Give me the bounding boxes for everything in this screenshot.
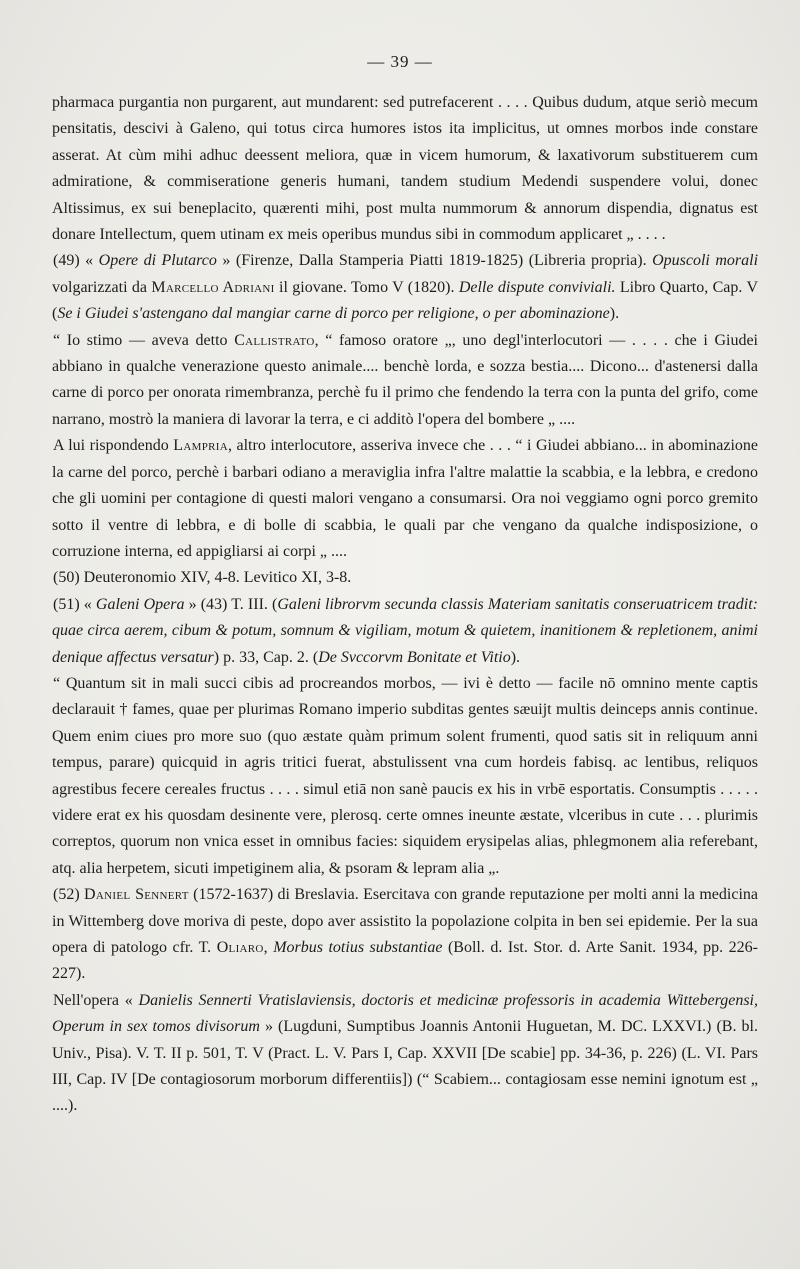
italic-title: Galeni Opera bbox=[95, 595, 185, 613]
note-49-quote-lampria bbox=[52, 433, 758, 565]
text-run: “ Quantum sit in mali succi cibis ad procreandos morbos, — ivi è detto — facile nō omnino mente captis declarauit † fames, quae per plurimas Romano imperio subditas gentes sæuijt multis deinceps annis continue. Quem enim ciues pro more suo (quo æstate quàm primum solent frumenti, quod satis sit in reliquum anni tempus, parare) quicquid in agris tritici fuerat, abstulissent vna cum hordeis fabisq. ac lentibus, reliquos agrestibus fecere cereales fructus . . . . simul etiā non sanè paucis ex his in vrbē esportatis. Consumptis . . . . . videre erat ex his quosdam desinente vere, plerosq. certe omnes ineunte æstate, vlceribus in cute . . . plurimis correptos, quorum non vnica esset in omnibus facies: siquidem erysipelas alias, phlegmonem alia referebant, atq. alia herpetem, sicuti impetiginem alia, & psoram & lepram alia „. bbox=[52, 674, 758, 877]
text-run: Nell'opera « bbox=[53, 991, 139, 1009]
text-run: A lui rispondendo bbox=[53, 437, 174, 455]
text-run: pharmaca purgantia non purgarent, aut mundarent: sed putrefacerent . . . . Quibus dudum, atque seriò mecum pensitatis, descivi à Galeno, qui totus circa humores istos ita implicitus, ut omnes morbos inde constare asserat. At cùm mihi adhuc deessent meliora, quæ in vicem humorum, & laxativorum substituerem cum admiratione, & commiseratione generis humani, tandem studium Medendi suspendere volui, donec Altissimus, ex sui beneplacito, quærenti mihi, post multa nummorum & annorum dispendia, dignatus est donare Intellectum, quem utinam ex meis operibus mundus sibi in commodum applicaret „ . . . . bbox=[52, 94, 758, 244]
text-run: » (Firenze, Dalla Stamperia Piatti 1819-1825) (Libreria propria). bbox=[216, 252, 653, 270]
text-run: (1572-1637) di Breslavia. Esercitava con grande reputazione per molti anni la medicina in Wittemberg dove moriva di peste, dopo aver assistito la popolazione colpita in ben sei epidemie. Per la sua opera di patologo cfr. T. bbox=[52, 886, 759, 956]
text-run: ). bbox=[609, 305, 620, 323]
text-run: , “ famoso oratore „, uno degl'interlocutori — . . . . che i Giudei abbiano in qualche venerazione questo animale.... benchè lorda, e sozza bestia.... Dicono... d'astenersi dalla carne di porco per onorata rimembranza, perchè fu il primo che fendendo la terra con la punta del grifo, come narrano, mostrò la maniera di lavorar la terra, e ci additò l'opera del bombere „ .... bbox=[52, 331, 758, 428]
text-run: » (43) T. III. ( bbox=[184, 595, 278, 613]
text-run: il giovane. Tomo V (1820). bbox=[274, 278, 459, 296]
italic-title: Opere di Plutarco bbox=[98, 252, 217, 270]
text-run: volgarizzati da bbox=[52, 278, 152, 296]
text-run: ). bbox=[510, 648, 521, 666]
author-name: Daniel Sennert bbox=[84, 886, 189, 904]
italic-title: Delle dispute conviviali. bbox=[458, 278, 616, 296]
note-51-quote bbox=[52, 671, 758, 882]
page-number: — 39 — bbox=[367, 52, 433, 71]
author-name: Oliaro bbox=[216, 939, 264, 956]
note-51 bbox=[52, 592, 758, 671]
note-49-quote-callistrato bbox=[52, 328, 758, 434]
note-50 bbox=[52, 565, 758, 591]
text-run: (51) « bbox=[53, 595, 96, 613]
text-run: (50) Deuteronomio XIV, 4-8. Levitico XI, 3-8. bbox=[53, 569, 352, 587]
italic-title: De Svccorvm Bonitate et Vitio bbox=[318, 648, 511, 666]
text-run: “ Io stimo — aveva detto bbox=[53, 331, 235, 349]
text-run: (Boll. d. Ist. Stor. d. Arte Sanit. 1934, pp. 226-227). bbox=[52, 939, 759, 983]
italic-title: Danielis Sennerti Vratislaviensis, doctoris et medicinæ professoris in academia Wittebergensi, Operum in sex tomos divisorum bbox=[52, 991, 758, 1036]
italic-title: Se i Giudei s'astengano dal mangiar carne di porco per religione, o per abominazione bbox=[57, 305, 610, 323]
text-run: Libro Quarto, Cap. V ( bbox=[52, 278, 758, 323]
note-52-sennert-opera bbox=[52, 988, 758, 1120]
author-name: Lampria bbox=[173, 437, 228, 455]
author-name: Marcello Adriani bbox=[151, 278, 275, 296]
italic-title: Galeni librorvm secunda classis Materiam sanitatis conseruatricem tradit: quae circa aerem, cibum & potum, somnum & vigiliam, motum & quietem, inanitionem & repletionem, animi denique affectus versatur bbox=[52, 595, 759, 666]
italic-title: Opuscoli morali bbox=[652, 252, 759, 270]
text-run: , bbox=[263, 939, 274, 956]
paragraph-continuation bbox=[52, 90, 758, 248]
text-run: (52) bbox=[53, 886, 85, 904]
text-run: , altro interlocutore, asseriva invece che . . . “ i Giudei abbiano... in abominazione la carne del porco, perchè i barbari odiano a meraviglia infra l'altre malattie la scabbia, e la lebbra, e credono che gli uomini per contagione di questi malori vengano a consumarsi. Ora noi veggiamo ogni porco gremito sotto il ventre di lebbra, e di bolle di scabbia, le quali par che vengano da qualche indisposizione, o corruzione interna, ed appigliarsi ai corpi „ .... bbox=[52, 437, 758, 560]
text-run: (49) « bbox=[53, 252, 99, 270]
text-run: ) p. 33, Cap. 2. ( bbox=[213, 648, 319, 666]
note-49 bbox=[52, 248, 758, 327]
italic-title: Morbus totius substantiae bbox=[273, 939, 443, 956]
text-run: » (Lugduni, Sumptibus Joannis Antonii Huguetan, M. DC. LXXVI.) (B. bl. Univ., Pisa). V. T. II p. 501, T. V (Pract. L. V. Pars I, Cap. XXVII [De scabie] pp. 34-36, p. 226) (L. VI. Pars III, Cap. IV [De contagiosorum morborum differentiis]) (“ Scabiem... contagiosam esse nemini ignotum est „ ....). bbox=[52, 1018, 758, 1115]
author-name: Callistrato bbox=[234, 331, 315, 349]
body-text bbox=[52, 90, 758, 1120]
note-52 bbox=[52, 882, 758, 988]
